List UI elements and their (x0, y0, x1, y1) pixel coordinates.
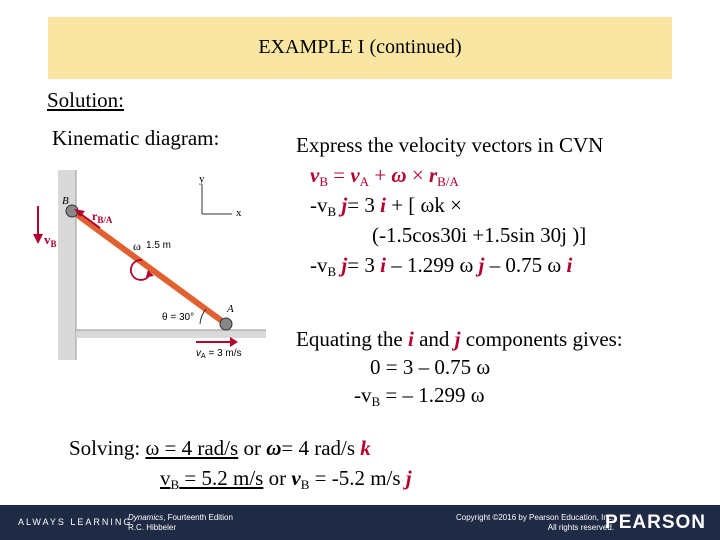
kinematic-label: Kinematic diagram: (52, 126, 220, 150)
title-band (48, 17, 672, 79)
slide-title: EXAMPLE I (continued) (258, 36, 462, 58)
label-a: A (227, 303, 234, 315)
va-label: $v_A = 3$ m/s (196, 348, 242, 360)
vb-answer: $v_B = 5.2$ m/s (160, 466, 264, 492)
pin-a (220, 318, 232, 330)
eq-j-component: $-v_B$ = – 1.299 ω (354, 383, 485, 409)
solving-line-2: $v_B = 5.2$ m/s or $v_B = -5.2$ m/s j (160, 466, 412, 492)
y-axis-label: y (199, 173, 205, 185)
rod (72, 211, 226, 324)
pearson-logo: PEARSON (605, 512, 706, 533)
eq-equating: Equating the i and j components gives: (296, 327, 623, 351)
solving-line-1: Solving: ω = 4 rad/s or ω= 4 rad/s k (69, 436, 371, 460)
kinematic-diagram (30, 164, 290, 364)
solving-label: Solving: (69, 436, 141, 460)
omega-answer: ω = 4 rad/s (145, 436, 239, 460)
eq-relative-velocity: $v_B = v_A + \omega \times r_{B/A}$ (310, 163, 459, 189)
copyright: Copyright ©2016 by Pearson Education, Inc. All rights reserved. (456, 513, 614, 532)
theta-label: θ = 30° (162, 312, 195, 323)
eq-cvn-3: $-v_B$ j= 3 i – 1.299 ω j – 0.75 ω i (310, 253, 573, 279)
eq-i-component: 0 = 3 – 0.75 ω (370, 355, 491, 379)
footer-bar (0, 505, 720, 540)
floor (76, 330, 266, 338)
eq-cvn-1: $-v_B$ j= 3 i + [ ωk × (310, 193, 462, 219)
eq-intro: Express the velocity vectors in CVN (296, 133, 604, 157)
x-axis-label: x (236, 207, 242, 219)
book-info: Dynamics, Fourteenth Edition R.C. Hibbeler (128, 513, 233, 532)
eq-cvn-2: (-1.5cos30i +1.5sin 30j )] (372, 223, 587, 247)
vb-label: $v_B$ (44, 232, 57, 249)
label-b: B (62, 195, 69, 207)
length-label: 1.5 m (146, 240, 172, 251)
omega-label: ω (133, 239, 141, 253)
solution-label: Solution: (47, 88, 125, 112)
always-learning: ALWAYS LEARNING (18, 517, 133, 527)
r-ba-label: $r_{B/A}$ (92, 209, 113, 225)
